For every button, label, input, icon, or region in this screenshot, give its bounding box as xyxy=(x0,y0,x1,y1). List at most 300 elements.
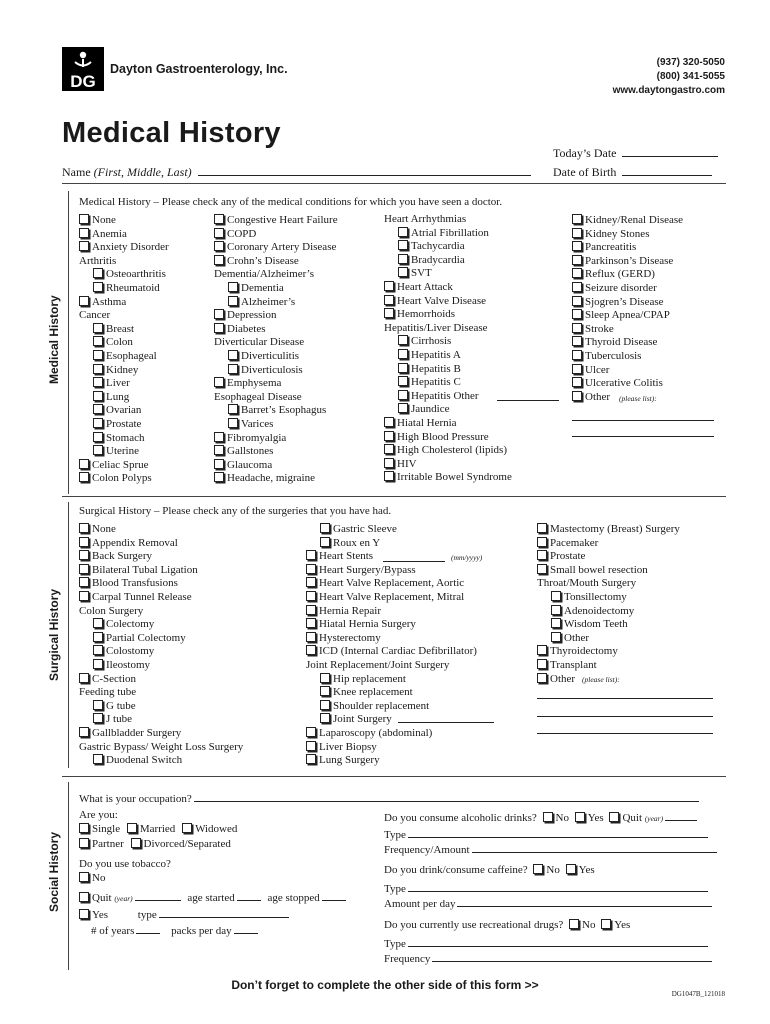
checkbox[interactable] xyxy=(537,645,547,655)
todays-date-line[interactable] xyxy=(622,145,718,157)
checklist-item-varices[interactable] xyxy=(214,418,338,432)
checkbox[interactable] xyxy=(93,445,103,455)
alcohol-type-line[interactable] xyxy=(408,826,708,838)
checkbox[interactable] xyxy=(214,309,224,319)
checkbox[interactable] xyxy=(93,700,103,710)
checkbox[interactable] xyxy=(537,564,547,574)
checklist-item-adenoidectomy[interactable] xyxy=(537,605,680,619)
checkbox[interactable] xyxy=(320,523,330,533)
checkbox[interactable] xyxy=(551,618,561,628)
caffeine-no-checkbox[interactable] xyxy=(533,864,543,874)
checklist-item-transplant[interactable] xyxy=(537,659,680,673)
checklist-item-partial-colectomy[interactable] xyxy=(79,632,243,646)
checkbox[interactable] xyxy=(384,308,394,318)
checklist-item-back-surgery[interactable] xyxy=(79,550,243,564)
checkbox[interactable] xyxy=(320,673,330,683)
checklist-label: G tube xyxy=(106,699,136,712)
checkbox[interactable] xyxy=(79,214,89,224)
name-field[interactable] xyxy=(62,164,531,180)
checkbox[interactable] xyxy=(537,659,547,669)
checklist-item-thyroid-disease[interactable] xyxy=(572,336,683,350)
checkbox[interactable] xyxy=(228,418,238,428)
caffeine-amount: Amount per day xyxy=(384,895,712,912)
checklist-item-bradycardia[interactable] xyxy=(384,254,512,268)
checklist-item-esophageal[interactable] xyxy=(79,350,169,364)
checkbox[interactable] xyxy=(79,459,89,469)
drugs-type-line[interactable] xyxy=(408,935,708,947)
checklist-item-dementia[interactable] xyxy=(214,282,338,296)
checklist-item-high-blood-pressure[interactable] xyxy=(384,431,512,445)
alcohol-frequency: Frequency/Amount xyxy=(384,841,717,858)
checkbox[interactable] xyxy=(384,444,394,454)
dob-line[interactable] xyxy=(622,164,712,176)
medical-other-line-2[interactable] xyxy=(572,436,714,437)
checkbox[interactable] xyxy=(398,376,408,386)
checklist-label: Reflux (GERD) xyxy=(585,268,655,281)
checkbox[interactable] xyxy=(93,632,103,642)
checkbox[interactable] xyxy=(384,458,394,468)
tobacco-type-line[interactable] xyxy=(159,906,289,918)
checkbox[interactable] xyxy=(214,214,224,224)
surgical-other-line-1[interactable] xyxy=(537,698,713,699)
checklist-item-irritable-bowel-syndrome[interactable] xyxy=(384,471,512,485)
checklist-item-ovarian[interactable] xyxy=(79,404,169,418)
checkbox[interactable] xyxy=(398,363,408,373)
checklist-item-small-bowel-resection[interactable] xyxy=(537,564,680,578)
checkbox[interactable] xyxy=(214,459,224,469)
checkbox[interactable] xyxy=(398,390,408,400)
checklist-item-crohn-s-disease[interactable] xyxy=(214,255,338,269)
checkbox[interactable] xyxy=(93,432,103,442)
checklist-item-parkinson-s-disease[interactable] xyxy=(572,255,683,269)
checklist-label: Celiac Sprue xyxy=(92,458,149,471)
checklist-item-heart-valve-replacement-aortic[interactable] xyxy=(306,577,477,591)
drugs-no-checkbox[interactable] xyxy=(569,919,579,929)
caffeine-type-line[interactable] xyxy=(408,880,708,892)
checklist-item-icd-internal-cardiac-defibrillator[interactable] xyxy=(306,645,477,659)
checkbox[interactable] xyxy=(320,537,330,547)
checklist-item-hip-replacement[interactable] xyxy=(306,673,477,687)
checklist-label: Heart Valve Replacement, Mitral xyxy=(319,590,465,603)
checklist-item-none[interactable] xyxy=(79,523,243,537)
checkbox[interactable] xyxy=(320,713,330,723)
years-line[interactable] xyxy=(136,922,160,934)
checklist-item-hysterectomy[interactable] xyxy=(306,632,477,646)
divorced-checkbox[interactable] xyxy=(131,838,141,848)
caffeine-yes-checkbox[interactable] xyxy=(566,864,576,874)
checkbox[interactable] xyxy=(214,432,224,442)
checkbox[interactable] xyxy=(572,282,582,292)
caffeine-amount-line[interactable] xyxy=(457,895,712,907)
checklist-label: Knee replacement xyxy=(333,686,413,699)
checkbox[interactable] xyxy=(228,364,238,374)
checklist-item-wisdom-teeth[interactable] xyxy=(537,618,680,632)
checklist-item-hiatal-hernia[interactable] xyxy=(384,417,512,431)
checkbox[interactable] xyxy=(93,659,103,669)
checklist-item-celiac-sprue[interactable] xyxy=(79,459,169,473)
checklist-item-colostomy[interactable] xyxy=(79,645,243,659)
checkbox[interactable] xyxy=(228,350,238,360)
checklist-item-congestive-heart-failure[interactable] xyxy=(214,214,338,228)
checklist-item-atrial-fibrillation[interactable] xyxy=(384,227,512,241)
tobacco-quit-checkbox[interactable] xyxy=(79,892,89,902)
phone-secondary: (800) 341-5055 xyxy=(656,71,725,82)
checklist-item-esophageal-disease xyxy=(214,391,338,405)
checklist-item-appendix-removal[interactable] xyxy=(79,537,243,551)
checkbox[interactable] xyxy=(228,296,238,306)
checkbox[interactable] xyxy=(228,404,238,414)
checklist-item-alzheimer-s[interactable] xyxy=(214,296,338,310)
checkbox[interactable] xyxy=(306,727,316,737)
checkbox[interactable] xyxy=(228,282,238,292)
age-stopped-line[interactable] xyxy=(322,889,346,901)
checklist-item-ileostomy[interactable] xyxy=(79,659,243,673)
website-link[interactable]: www.daytongastro.com xyxy=(612,85,725,96)
checklist-item-asthma[interactable] xyxy=(79,296,169,310)
todays-date-field[interactable] xyxy=(553,145,718,161)
checklist-item-prostate[interactable] xyxy=(79,418,169,432)
checkbox[interactable] xyxy=(398,349,408,359)
checklist-label: Bradycardia xyxy=(411,253,465,266)
checklist-item-hepatitis-other[interactable] xyxy=(384,390,512,404)
checkbox[interactable] xyxy=(306,605,316,615)
checkbox[interactable] xyxy=(572,296,582,306)
surgical-top-rule xyxy=(62,496,726,497)
checkbox[interactable] xyxy=(79,577,89,587)
checklist-item-seizure-disorder[interactable] xyxy=(572,282,683,296)
dob-field[interactable] xyxy=(553,164,712,180)
checklist-item-heart-valve-disease[interactable] xyxy=(384,295,512,309)
checklist-item-stroke[interactable] xyxy=(572,323,683,337)
checklist-item-kidney-stones[interactable] xyxy=(572,228,683,242)
alcohol-yes-checkbox[interactable] xyxy=(575,812,585,822)
checkbox[interactable] xyxy=(537,523,547,533)
checkbox[interactable] xyxy=(572,255,582,265)
medical-other-line-1[interactable] xyxy=(572,420,714,421)
checkbox[interactable] xyxy=(398,267,408,277)
checklist-label: Other xyxy=(585,390,611,403)
checklist-item-c-section[interactable] xyxy=(79,673,243,687)
checklist-item-kidney-renal-disease[interactable] xyxy=(572,214,683,228)
checklist-label: Seizure disorder xyxy=(585,281,657,294)
checkbox[interactable] xyxy=(572,364,582,374)
checkbox[interactable] xyxy=(320,686,330,696)
checkbox[interactable] xyxy=(79,523,89,533)
checklist-item-osteoarthritis[interactable] xyxy=(79,268,169,282)
checklist-item-emphysema[interactable] xyxy=(214,377,338,391)
checkbox[interactable] xyxy=(572,350,582,360)
todays-date-label: Today’s Date xyxy=(553,146,617,160)
checkbox[interactable] xyxy=(551,632,561,642)
checklist-item-hernia-repair[interactable] xyxy=(306,605,477,619)
checklist-item-fibromyalgia[interactable] xyxy=(214,432,338,446)
checkbox[interactable] xyxy=(214,472,224,482)
checklist-item-blood-transfusions[interactable] xyxy=(79,577,243,591)
checkbox[interactable] xyxy=(551,591,561,601)
checklist-item-svt[interactable] xyxy=(384,267,512,281)
checkbox[interactable] xyxy=(306,618,316,628)
widowed-checkbox[interactable] xyxy=(182,823,192,833)
checklist-item-ulcer[interactable] xyxy=(572,364,683,378)
checklist-item-ulcerative-colitis[interactable] xyxy=(572,377,683,391)
drugs-row: Do you currently use recreational drugs? No Yes xyxy=(384,919,631,931)
checklist-label: Osteoarthritis xyxy=(106,268,166,281)
checkbox[interactable] xyxy=(93,391,103,401)
checklist-item-thyroidectomy[interactable] xyxy=(537,645,680,659)
checklist-item-diverticulosis[interactable] xyxy=(214,364,338,378)
checklist-item-mastectomy-breast-surgery[interactable] xyxy=(537,523,680,537)
checklist-item-other[interactable] xyxy=(537,632,680,646)
checklist-label: Liver xyxy=(106,377,130,390)
checkbox[interactable] xyxy=(93,418,103,428)
checklist-item-gallstones[interactable] xyxy=(214,445,338,459)
checkbox[interactable] xyxy=(79,550,89,560)
alcohol-quit-line[interactable] xyxy=(665,809,697,821)
checkbox[interactable] xyxy=(537,537,547,547)
checkbox[interactable] xyxy=(93,350,103,360)
checklist-item-prostate[interactable] xyxy=(537,550,680,564)
checkbox[interactable] xyxy=(320,700,330,710)
checkbox[interactable] xyxy=(572,391,582,401)
checklist-item-hiatal-hernia-surgery[interactable] xyxy=(306,618,477,632)
alcohol-quit-checkbox[interactable] xyxy=(609,812,619,822)
checklist-item-throat-mouth-surgery xyxy=(537,577,680,591)
checklist-item-liver-biopsy[interactable] xyxy=(306,741,477,755)
checkbox[interactable] xyxy=(79,564,89,574)
checklist-item-heart-attack[interactable] xyxy=(384,281,512,295)
checkbox[interactable] xyxy=(214,241,224,251)
checkbox[interactable] xyxy=(306,645,316,655)
checklist-item-pancreatitis[interactable] xyxy=(572,241,683,255)
checkbox[interactable] xyxy=(79,228,89,238)
checkbox[interactable] xyxy=(214,228,224,238)
checklist-item-joint-replacement-joint-surgery xyxy=(306,659,477,673)
checklist-item-diverticular-disease xyxy=(214,336,338,350)
checkbox[interactable] xyxy=(306,591,316,601)
checklist-label: Kidney Stones xyxy=(585,227,650,240)
drugs-yes-checkbox[interactable] xyxy=(601,919,611,929)
checklist-item-duodenal-switch[interactable] xyxy=(79,754,243,768)
checklist-item-sleep-apnea-cpap[interactable] xyxy=(572,309,683,323)
tobacco-question: Do you use tobacco? xyxy=(79,858,171,870)
checklist-item-cirrhosis[interactable] xyxy=(384,335,512,349)
checkbox[interactable] xyxy=(398,240,408,250)
checkbox[interactable] xyxy=(93,323,103,333)
checklist-item-roux-en-y[interactable] xyxy=(306,537,477,551)
checklist-item-copd[interactable] xyxy=(214,228,338,242)
checkbox[interactable] xyxy=(93,268,103,278)
checklist-item-lung[interactable] xyxy=(79,391,169,405)
checklist-label: Gallstones xyxy=(227,445,274,458)
joint-surgery-line[interactable] xyxy=(398,722,494,723)
checkbox[interactable] xyxy=(537,550,547,560)
checkbox[interactable] xyxy=(551,605,561,615)
checkbox[interactable] xyxy=(306,577,316,587)
partner-checkbox[interactable] xyxy=(79,838,89,848)
checkbox[interactable] xyxy=(79,591,89,601)
checkbox[interactable] xyxy=(306,754,316,764)
checkbox[interactable] xyxy=(572,241,582,251)
checklist-item-gastric-sleeve[interactable] xyxy=(306,523,477,537)
checklist-label: Colectomy xyxy=(106,618,155,631)
checklist-item-uterine[interactable] xyxy=(79,445,169,459)
checklist-item-headache-migraine[interactable] xyxy=(214,472,338,486)
checklist-item-gallbladder-surgery[interactable] xyxy=(79,727,243,741)
checklist-item-high-cholesterol-lipids[interactable] xyxy=(384,444,512,458)
checklist-item-colon-polyps[interactable] xyxy=(79,472,169,486)
heart-stents-date-line[interactable] xyxy=(383,561,445,562)
checklist-item-hepatitis-c[interactable] xyxy=(384,376,512,390)
checklist-item-none[interactable] xyxy=(79,214,169,228)
checkbox[interactable] xyxy=(537,673,547,683)
checkbox[interactable] xyxy=(384,471,394,481)
quit-year-line[interactable] xyxy=(135,889,181,901)
checkbox[interactable] xyxy=(572,336,582,346)
alcohol-type: Type xyxy=(384,826,708,843)
checkbox[interactable] xyxy=(306,550,316,560)
checkbox[interactable] xyxy=(93,282,103,292)
surgical-other-line-2[interactable] xyxy=(537,716,713,717)
checklist-item-tonsillectomy[interactable] xyxy=(537,591,680,605)
checklist-item-joint-surgery[interactable] xyxy=(306,713,477,727)
checklist-item-carpal-tunnel-release[interactable] xyxy=(79,591,243,605)
checkbox[interactable] xyxy=(79,673,89,683)
checklist-label: Varices xyxy=(241,417,274,430)
checkbox[interactable] xyxy=(93,377,103,387)
checkbox[interactable] xyxy=(93,645,103,655)
checklist-item-glaucoma[interactable] xyxy=(214,459,338,473)
surgical-other-line-3[interactable] xyxy=(537,733,713,734)
checklist-item-coronary-artery-disease[interactable] xyxy=(214,241,338,255)
checklist-item-barret-s-esophagus[interactable] xyxy=(214,404,338,418)
checklist-item-knee-replacement[interactable] xyxy=(306,686,477,700)
packs-line[interactable] xyxy=(234,922,258,934)
checklist-item-sjogren-s-disease[interactable] xyxy=(572,296,683,310)
tobacco-no-checkbox[interactable] xyxy=(79,872,89,882)
checkbox[interactable] xyxy=(93,754,103,764)
checklist-item-colon[interactable] xyxy=(79,336,169,350)
checklist-item-kidney[interactable] xyxy=(79,364,169,378)
marital-status-label: Are you: xyxy=(79,809,118,821)
checklist-item-j-tube[interactable] xyxy=(79,713,243,727)
checklist-item-laparoscopy-abdominal[interactable] xyxy=(306,727,477,741)
checkbox[interactable] xyxy=(572,214,582,224)
checkbox[interactable] xyxy=(79,296,89,306)
checklist-label: Depression xyxy=(227,309,277,322)
checkbox[interactable] xyxy=(398,335,408,345)
checkbox[interactable] xyxy=(306,564,316,574)
checkbox[interactable] xyxy=(79,727,89,737)
checkbox[interactable] xyxy=(384,431,394,441)
checklist-item-anxiety-disorder[interactable] xyxy=(79,241,169,255)
checklist-item-hepatitis-b[interactable] xyxy=(384,363,512,377)
checklist-label: Esophageal Disease xyxy=(214,390,302,403)
checklist-item-stomach[interactable] xyxy=(79,432,169,446)
age-started-line[interactable] xyxy=(237,889,261,901)
checklist-item-bilateral-tubal-ligation[interactable] xyxy=(79,564,243,578)
checklist-item-diabetes[interactable] xyxy=(214,323,338,337)
checklist-item-jaundice[interactable] xyxy=(384,403,512,417)
checkbox[interactable] xyxy=(384,295,394,305)
checklist-item-heart-valve-replacement-mitral[interactable] xyxy=(306,591,477,605)
checkbox[interactable] xyxy=(572,268,582,278)
surgical-history-intro: Surgical History – Please check any of the surgeries that you have had. xyxy=(79,505,392,517)
checkbox[interactable] xyxy=(79,472,89,482)
checkbox[interactable] xyxy=(572,377,582,387)
checkbox[interactable] xyxy=(79,537,89,547)
checkbox[interactable] xyxy=(79,241,89,251)
checklist-item-depression[interactable] xyxy=(214,309,338,323)
checkbox[interactable] xyxy=(384,417,394,427)
checkbox[interactable] xyxy=(93,618,103,628)
checkbox[interactable] xyxy=(398,254,408,264)
occupation-field[interactable]: What is your occupation? xyxy=(79,790,699,807)
checkbox[interactable] xyxy=(214,445,224,455)
checkbox[interactable] xyxy=(214,323,224,333)
checklist-item-shoulder-replacement[interactable] xyxy=(306,700,477,714)
checklist-item-heart-arrhythmias xyxy=(384,213,512,227)
name-line[interactable] xyxy=(198,164,531,176)
checklist-item-tachycardia[interactable] xyxy=(384,240,512,254)
checkbox[interactable] xyxy=(384,281,394,291)
drugs-frequency-line[interactable] xyxy=(432,950,712,962)
checkbox[interactable] xyxy=(572,323,582,333)
tobacco-yes-checkbox[interactable] xyxy=(79,909,89,919)
checklist-item-liver[interactable] xyxy=(79,377,169,391)
checklist-label: Anxiety Disorder xyxy=(92,241,169,254)
checkbox[interactable] xyxy=(93,364,103,374)
checklist-item-tuberculosis[interactable] xyxy=(572,350,683,364)
checklist-label: Other xyxy=(550,672,576,685)
checkbox[interactable] xyxy=(214,255,224,265)
married-checkbox[interactable] xyxy=(127,823,137,833)
checklist-item-hiv[interactable] xyxy=(384,458,512,472)
single-checkbox[interactable] xyxy=(79,823,89,833)
checklist-item-diverticulitis[interactable] xyxy=(214,350,338,364)
checkbox[interactable] xyxy=(398,403,408,413)
checklist-item-hemorrhoids[interactable] xyxy=(384,308,512,322)
checkbox[interactable] xyxy=(572,228,582,238)
checklist-item-rheumatoid[interactable] xyxy=(79,282,169,296)
checklist-item-g-tube[interactable] xyxy=(79,700,243,714)
checkbox[interactable] xyxy=(398,227,408,237)
checklist-label: Heart Surgery/Bypass xyxy=(319,563,416,576)
occupation-line[interactable] xyxy=(194,790,699,802)
checklist-item-breast[interactable] xyxy=(79,323,169,337)
checkbox[interactable] xyxy=(93,713,103,723)
checkbox[interactable] xyxy=(93,336,103,346)
checklist-item-anemia[interactable] xyxy=(79,228,169,242)
checklist-item-pacemaker[interactable] xyxy=(537,537,680,551)
checkbox[interactable] xyxy=(214,377,224,387)
alcohol-no-checkbox[interactable] xyxy=(543,812,553,822)
checklist-label: Laparoscopy (abdominal) xyxy=(319,726,433,739)
checkbox[interactable] xyxy=(93,404,103,414)
checklist-item-reflux-gerd[interactable] xyxy=(572,268,683,282)
checklist-item-colectomy[interactable] xyxy=(79,618,243,632)
hepatitis-other-line[interactable] xyxy=(497,400,559,401)
checkbox[interactable] xyxy=(306,632,316,642)
checkbox[interactable] xyxy=(572,309,582,319)
checkbox[interactable] xyxy=(306,741,316,751)
alcohol-frequency-line[interactable] xyxy=(472,841,717,853)
checklist-item-hepatitis-a[interactable] xyxy=(384,349,512,363)
checklist-label: High Blood Pressure xyxy=(397,430,489,443)
checklist-item-lung-surgery[interactable] xyxy=(306,754,477,768)
checklist-item-heart-surgery-bypass[interactable] xyxy=(306,564,477,578)
medical-top-rule xyxy=(62,183,726,184)
name-hint: (First, Middle, Last) xyxy=(93,165,192,179)
